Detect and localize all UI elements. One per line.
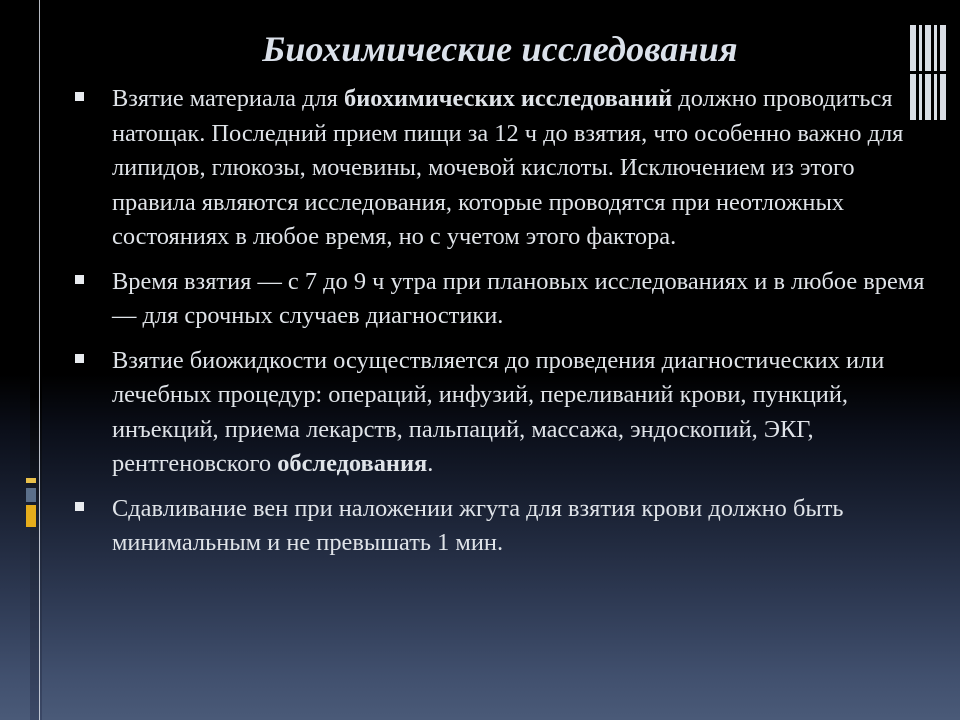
left-decorative-strip — [30, 0, 42, 720]
square-bullet-icon — [75, 354, 84, 363]
bullet-text: Взятие материала для — [112, 85, 344, 112]
bullet-bold-text: обследования — [277, 450, 428, 477]
accent-block-gold-small — [26, 478, 36, 483]
bullet-item — [72, 82, 932, 255]
bullet-item — [72, 344, 932, 482]
bullet-text: . — [427, 450, 434, 477]
bullet-item — [72, 492, 932, 561]
bullet-text: должно проводиться натощак. Последний прием пищи за 12 ч до взятия, что особенно важно для липидов, глюкозы, мочевины, мочевой кислоты. Исключением из этого правила являются исследования, которые проводятся при неотложных состояниях в любое время, но с учетом этого фактора. — [112, 85, 904, 250]
square-bullet-icon — [75, 275, 84, 284]
square-bullet-icon — [75, 92, 84, 101]
bullet-text: Взятие биожидкости осуществляется до проведения диагностических или лечебных процедур: операций, инфузий, переливаний крови, пункций, инъекций, приема лекарств, пальпаций, массажа, эндоскопий, ЭКГ, рентгеновского — [112, 346, 885, 477]
left-divider-line — [39, 0, 40, 720]
bullet-text: Время взятия — с 7 до 9 ч утра при плановых исследованиях и в любое время — для срочных случаев диагностики. — [112, 267, 925, 329]
accent-block-gold — [26, 505, 36, 527]
accent-block-slate — [26, 488, 36, 502]
slide-title: Биохимические исследования — [262, 29, 738, 69]
bullet-text: Сдавливание вен при наложении жгута для взятия крови должно быть минимальным и не превышать 1 мин. — [112, 494, 844, 556]
bullet-list — [72, 82, 932, 561]
square-bullet-icon — [75, 502, 84, 511]
bullet-bold-text: биохимических исследований — [344, 85, 673, 112]
bullet-item — [72, 265, 932, 334]
